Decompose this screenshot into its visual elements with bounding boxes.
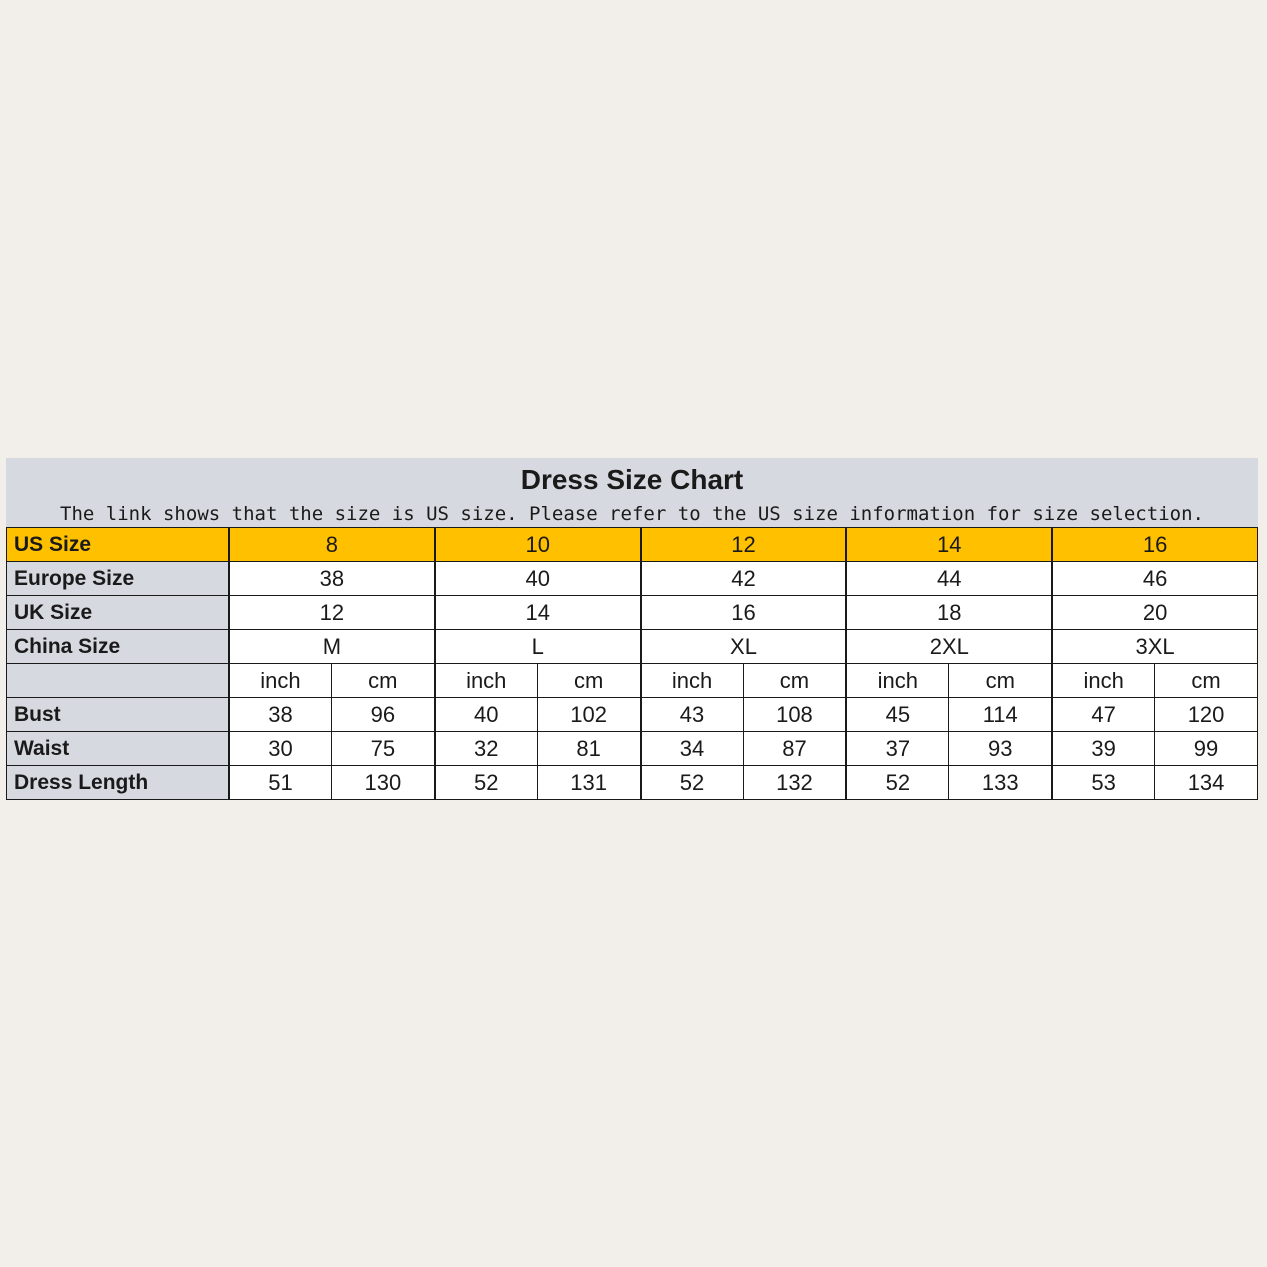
measurement-cm-cell: 102 <box>538 698 641 732</box>
size-value-cell: 46 <box>1052 562 1258 596</box>
size-value-cell: 3XL <box>1052 630 1258 664</box>
row-label-cell: Europe Size <box>7 562 229 596</box>
measurement-inch-cell: 32 <box>435 732 538 766</box>
measurement-cm-cell: 120 <box>1155 698 1258 732</box>
unit-header-cell: inch <box>229 664 332 698</box>
measurement-inch-cell: 52 <box>641 766 744 800</box>
measurement-inch-cell: 51 <box>229 766 332 800</box>
measurement-inch-cell: 30 <box>229 732 332 766</box>
dress-size-chart <box>6 458 1258 800</box>
size-value-cell: 10 <box>435 528 641 562</box>
measurement-cm-cell: 130 <box>332 766 435 800</box>
unit-header-cell: cm <box>538 664 641 698</box>
measurement-inch-cell: 52 <box>846 766 949 800</box>
chart-header-band <box>6 458 1258 527</box>
size-value-cell: 8 <box>229 528 435 562</box>
measurement-inch-cell: 34 <box>641 732 744 766</box>
measurement-inch-cell: 39 <box>1052 732 1155 766</box>
row-label-cell: Dress Length <box>7 766 229 800</box>
size-table <box>6 527 1258 800</box>
measurement-cm-cell: 87 <box>744 732 847 766</box>
size-value-cell: M <box>229 630 435 664</box>
unit-header-cell: cm <box>332 664 435 698</box>
size-value-cell: 12 <box>641 528 847 562</box>
measurement-cm-cell: 81 <box>538 732 641 766</box>
size-value-cell: 12 <box>229 596 435 630</box>
size-value-cell: L <box>435 630 641 664</box>
unit-header-cell: inch <box>641 664 744 698</box>
measurement-cm-cell: 114 <box>949 698 1052 732</box>
measurement-cm-cell: 131 <box>538 766 641 800</box>
measurement-cm-cell: 99 <box>1155 732 1258 766</box>
measurement-cm-cell: 96 <box>332 698 435 732</box>
unit-header-cell: cm <box>949 664 1052 698</box>
unit-header-cell: inch <box>1052 664 1155 698</box>
row-label-cell <box>7 664 229 698</box>
unit-header-cell: inch <box>435 664 538 698</box>
row-label-cell: US Size <box>7 528 229 562</box>
row-label-cell: UK Size <box>7 596 229 630</box>
unit-header-cell: cm <box>1155 664 1258 698</box>
unit-header-cell: cm <box>744 664 847 698</box>
row-label-cell: China Size <box>7 630 229 664</box>
measurement-inch-cell: 53 <box>1052 766 1155 800</box>
size-value-cell: 16 <box>1052 528 1258 562</box>
size-value-cell: 44 <box>846 562 1052 596</box>
size-value-cell: 18 <box>846 596 1052 630</box>
measurement-cm-cell: 132 <box>744 766 847 800</box>
size-value-cell: 14 <box>435 596 641 630</box>
measurement-inch-cell: 47 <box>1052 698 1155 732</box>
size-value-cell: XL <box>641 630 847 664</box>
measurement-inch-cell: 37 <box>846 732 949 766</box>
size-value-cell: 2XL <box>846 630 1052 664</box>
chart-title: Dress Size Chart <box>520 464 744 495</box>
unit-header-cell: inch <box>846 664 949 698</box>
measurement-inch-cell: 43 <box>641 698 744 732</box>
size-value-cell: 40 <box>435 562 641 596</box>
size-value-cell: 38 <box>229 562 435 596</box>
row-label-cell: Waist <box>7 732 229 766</box>
size-value-cell: 14 <box>846 528 1052 562</box>
measurement-cm-cell: 75 <box>332 732 435 766</box>
measurement-inch-cell: 52 <box>435 766 538 800</box>
size-value-cell: 16 <box>641 596 847 630</box>
measurement-cm-cell: 108 <box>744 698 847 732</box>
measurement-inch-cell: 38 <box>229 698 332 732</box>
measurement-inch-cell: 40 <box>435 698 538 732</box>
chart-subtitle: The link shows that the size is US size. Please refer to the US size information for size selection. <box>60 503 1204 525</box>
size-value-cell: 42 <box>641 562 847 596</box>
measurement-inch-cell: 45 <box>846 698 949 732</box>
row-label-cell: Bust <box>7 698 229 732</box>
size-value-cell: 20 <box>1052 596 1258 630</box>
measurement-cm-cell: 93 <box>949 732 1052 766</box>
measurement-cm-cell: 134 <box>1155 766 1258 800</box>
measurement-cm-cell: 133 <box>949 766 1052 800</box>
